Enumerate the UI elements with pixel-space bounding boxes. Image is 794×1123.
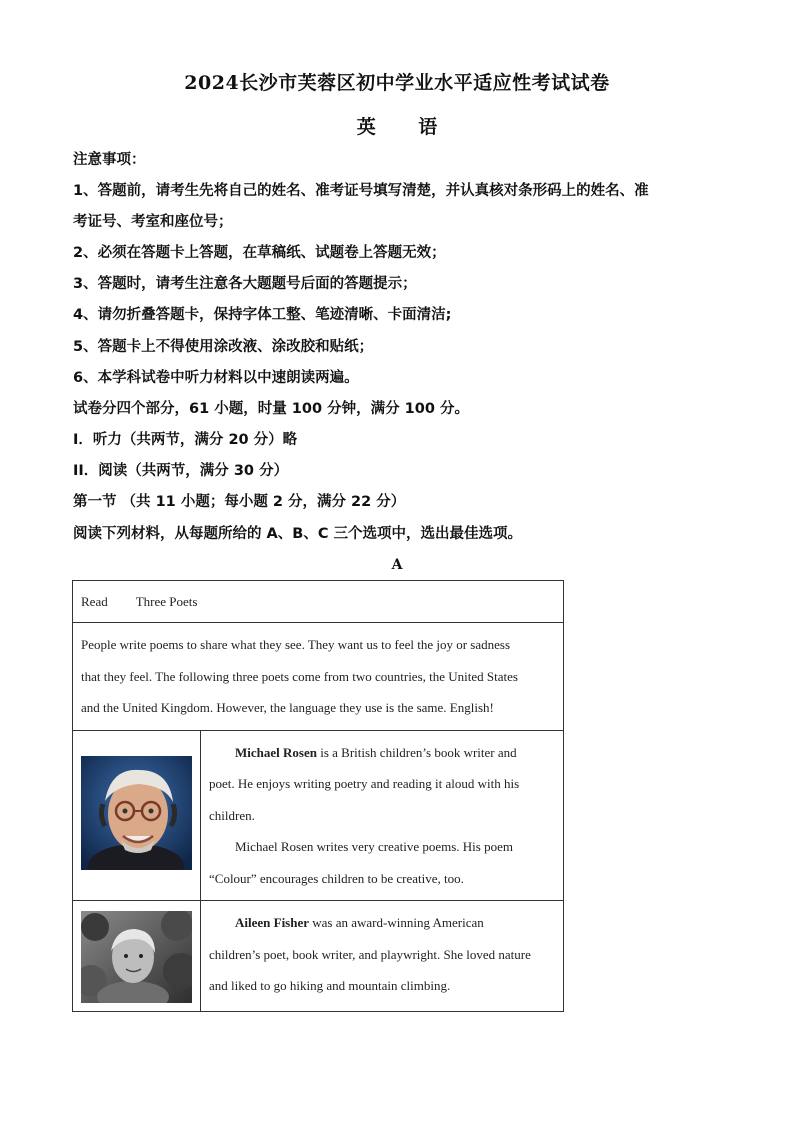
poet2-line: children’s poet, book writer, and playwright. She loved nature [209,946,531,962]
part-1-heading: I．听力（共两节，满分 20 分）略 [73,432,298,448]
note-item: 3、答题时，请考生注意各大题题号后面的答题提示； [73,276,417,292]
passage-label: A [391,557,403,573]
note-item: 考证号、考室和座位号； [73,214,233,230]
poet2-name: Aileen Fisher [235,915,310,930]
poet1-photo-cell [73,730,201,901]
poet1-text-cell [201,730,564,901]
poets-table [72,580,564,1012]
reading-instruction: 阅读下列材料，从每题所给的 A、B、C 三个选项中，选出最佳选项。 [73,526,523,542]
header-read-label: Read [81,594,108,609]
poet1-line: poet. He enjoys writing poetry and reading it aloud with his [209,776,520,791]
note-item: 1、答题前，请考生先将自己的姓名、准考证号填写清楚，并认真核对条形码上的姓名、准 [73,183,649,199]
subject-title: 英 语 [356,116,456,138]
intro-line: and the United Kingdom. However, the language they use is the same. English! [81,700,494,715]
poet1-line: Michael Rosen writes very creative poems. His poem [235,839,513,854]
part-2-heading: II．阅读（共两节，满分 30 分） [73,463,289,479]
aileen-fisher-photo [81,911,192,1003]
notes-heading: 注意事项： [73,152,146,168]
intro-line: that they feel. The following three poets come from two countries, the United States [81,668,518,684]
intro-cell [73,623,564,731]
intro-line: People write poems to share what they see. They want us to feel the joy or sadness [81,637,511,652]
poet2-line: and liked to go hiking and mountain climbing. [209,978,451,993]
exam-title: 2024长沙市芙蓉区初中学业水平适应性考试试卷 [184,72,610,94]
poet1-line: children. [209,807,255,823]
exam-info: 试卷分四个部分，61 小题，时量 100 分钟，满分 100 分。 [73,401,469,417]
note-item: 6、本学科试卷中听力材料以中速朗读两遍。 [73,370,359,386]
poet1-line: is a British children’s book writer and [316,744,517,760]
poet1-name: Michael Rosen [235,744,317,760]
poet1-line: “Colour” encourages children to be creative, too. [209,870,464,886]
poet2-photo-cell [73,901,201,1012]
note-item: 4、请勿折叠答题卡，保持字体工整、笔迹清晰、卡面清洁; [73,307,452,323]
poet2-text-cell [201,901,564,1012]
table-header-cell [73,581,564,623]
section-1-heading: 第一节 （共 11 小题；每小题 2 分，满分 22 分） [73,494,406,510]
note-item: 2、必须在答题卡上答题，在草稿纸、试题卷上答题无效； [73,245,446,261]
poet2-line: was an award-winning American [309,915,484,930]
header-title: Three Poets [135,594,198,609]
michael-rosen-photo [81,756,192,870]
note-item: 5、答题卡上不得使用涂改液、涂改胶和贴纸； [73,339,374,355]
